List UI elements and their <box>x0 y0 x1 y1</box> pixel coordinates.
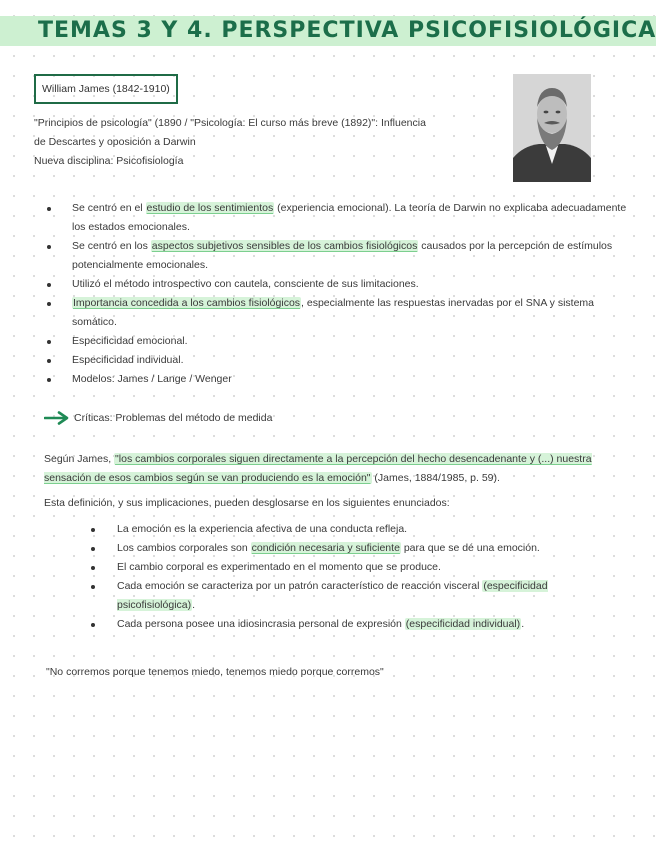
author-name-box: William James (1842-1910) <box>34 74 178 104</box>
list-item: Se centró en los aspectos subjetivos sensibles de los cambios fisiológicos causados por la percepción de estímulos potencialmente emocionales. <box>72 237 628 275</box>
list-item: Cada emoción se caracteriza por un patrón característico de reacción visceral (especificidad psicofisiológica). <box>117 577 627 615</box>
list-item: Especificidad individual. <box>72 351 628 370</box>
highlight: condición necesaria y suficiente <box>251 542 400 554</box>
intro-line-1: "Principios de psicología" (1890 / "Psicología: El curso más breve (1892)": Influencia <box>34 117 426 129</box>
highlight: estudio de los sentimientos <box>146 202 274 214</box>
james-quote: Según James, "los cambios corporales siguen directamente a la percepción del hecho desencadenante y (...) nuestra sensación de esos cambios según se van produciendo es la emoción" (James, 1884/1985, p. 59). <box>44 453 592 484</box>
definition-intro: Esta definición, y sus implicaciones, pueden desglosarse en los siguientes enunciados: <box>44 497 450 509</box>
definition-statements-list <box>117 520 627 634</box>
portrait-image <box>513 74 591 182</box>
critics-line: Críticas: Problemas del método de medida <box>74 412 273 424</box>
highlight: Importancia concedida a los cambios fisiológicos <box>73 297 301 309</box>
quote-highlight: "los cambios corporales siguen directamente a la percepción del hecho desencadenante y (...) nuestra sensación de esos cambios según se van produciendo es la emoción" <box>44 453 592 484</box>
list-item: Utilizó el método introspectivo con cautela, consciente de sus limitaciones. <box>72 275 628 294</box>
intro-line-2: de Descartes y oposición a Darwin <box>34 136 196 148</box>
highlight: aspectos subjetivos sensibles de los cambios fisiológicos <box>151 240 418 252</box>
arrow-right-icon <box>44 411 70 425</box>
list-item: Modelos: James / Lange / Wenger <box>72 370 628 389</box>
list-item: Los cambios corporales son condición necesaria y suficiente para que se dé una emoción. <box>117 539 627 558</box>
list-item: Cada persona posee una idiosincrasia personal de expresión (especificidad individual). <box>117 615 627 634</box>
page-title: TEMAS 3 Y 4. PERSPECTIVA PSICOFISIOLÓGICA <box>38 18 656 43</box>
list-item: Se centró en el estudio de los sentimientos (experiencia emocional). La teoría de Darwin no explicaba adecuadamente los estados emocionales. <box>72 199 628 237</box>
list-item: El cambio corporal es experimentado en el momento que se produce. <box>117 558 627 577</box>
intro-line-3: Nueva disciplina: Psicofisiología <box>34 155 184 167</box>
highlight: (especificidad psicofisiológica) <box>117 580 548 611</box>
james-contributions-list <box>72 199 628 389</box>
list-item: Especificidad emocional. <box>72 332 628 351</box>
closing-quote: "No corremos porque tenemos miedo, tenemos miedo porque corremos" <box>46 666 384 678</box>
list-item: La emoción es la experiencia afectiva de una conducta refleja. <box>117 520 627 539</box>
list-item: Importancia concedida a los cambios fisiológicos, especialmente las respuestas inervadas por el SNA y sistema somático. <box>72 294 628 332</box>
highlight: (especificidad individual) <box>405 618 521 630</box>
